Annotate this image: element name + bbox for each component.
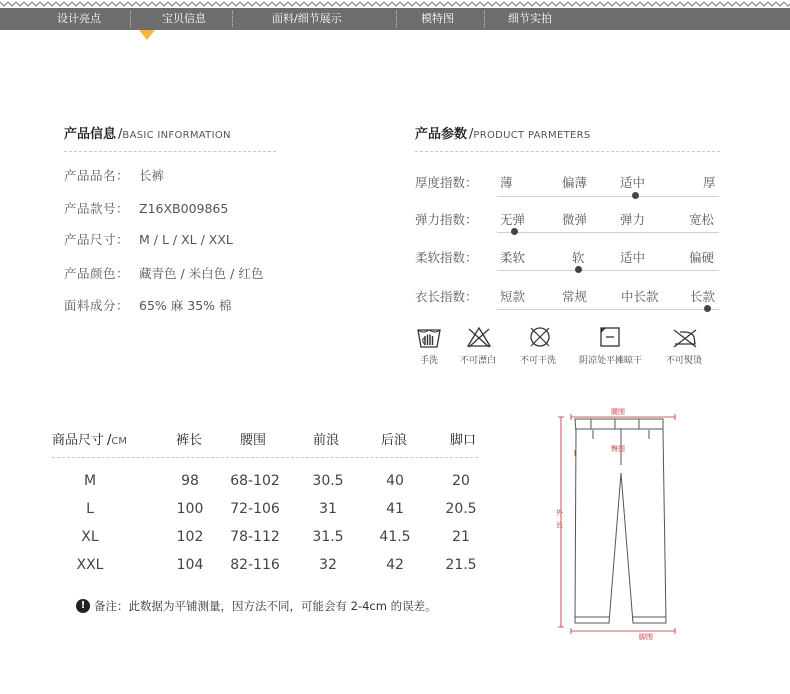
param-option: 适中 [620, 250, 646, 265]
measurement-note: 备注：此数据为平铺测量，因方法不同，可能会有 2-4cm 的误差。 [94, 599, 437, 613]
param-option: 中长款 [621, 289, 659, 304]
table-cell: 42 [386, 557, 404, 573]
info-row-style-number: 产品款号： Z16XB009865 [64, 201, 229, 216]
table-cell: 40 [386, 473, 404, 489]
info-row-name: 产品品名： 长裤 [64, 168, 165, 183]
hip-label: 臀围 [611, 445, 625, 453]
param-option: 柔软 [500, 250, 526, 265]
active-tab-marker [139, 30, 155, 40]
table-cell: 21.5 [445, 557, 477, 573]
size-cell: XL [81, 529, 99, 545]
nav-separator [396, 11, 397, 27]
care-label: 手洗 [420, 356, 439, 366]
nav-item-fabric[interactable]: 面料/细节展示 [272, 12, 342, 25]
no-dry-clean-icon [527, 325, 553, 349]
info-row-colors: 产品颜色： 藏青色 / 米白色 / 红色 [64, 266, 264, 281]
param-scale-line [497, 196, 719, 197]
table-cell: 72-106 [230, 501, 280, 517]
hem-label: 脚围 [639, 633, 653, 641]
care-label: 阴凉处平摊晾干 [579, 356, 643, 366]
param-option: 适中 [620, 175, 646, 190]
param-option: 软 [572, 250, 585, 265]
params-section-title: 产品参数 /PRODUCT PARMETERS [415, 127, 591, 142]
table-cell: 20 [452, 473, 470, 489]
nav-item-model[interactable]: 模特图 [421, 12, 454, 25]
param-indicator-dot [575, 266, 582, 273]
param-option: 薄 [500, 175, 513, 190]
nav-separator [130, 11, 131, 27]
param-label-thickness: 厚度指数： [415, 175, 478, 190]
table-cell: 98 [181, 473, 199, 489]
column-header: 脚口 [450, 433, 477, 448]
param-label-softness: 柔软指数： [415, 250, 478, 265]
size-cell: XXL [76, 557, 104, 573]
length-label-bottom: 长 [556, 521, 563, 529]
param-option: 长款 [690, 289, 716, 304]
param-scale-line [497, 270, 719, 271]
table-cell: 32 [319, 557, 337, 573]
table-cell: 20.5 [445, 501, 477, 517]
size-cell: L [86, 501, 94, 517]
no-iron-icon [672, 325, 698, 349]
nav-separator [484, 11, 485, 27]
param-option: 无弹 [500, 212, 526, 227]
size-table-divider [52, 457, 478, 458]
column-header: 前浪 [313, 433, 340, 448]
warning-icon: ! [76, 599, 90, 613]
param-option: 常规 [562, 289, 588, 304]
param-option: 微弹 [562, 212, 588, 227]
care-label: 不可干洗 [520, 356, 557, 366]
param-scale-line [497, 232, 719, 233]
param-option: 偏薄 [562, 175, 588, 190]
care-label: 不可熨烫 [666, 356, 703, 366]
table-cell: 102 [176, 529, 204, 545]
waist-label: 腰围 [611, 408, 625, 416]
table-cell: 31 [319, 501, 337, 517]
info-divider [64, 151, 276, 152]
hand-wash-icon [416, 325, 442, 349]
info-section-title: 产品信息 /BASIC INFORMATION [64, 127, 231, 142]
size-cell: M [83, 473, 97, 489]
table-cell: 100 [176, 501, 204, 517]
table-cell: 30.5 [312, 473, 344, 489]
param-indicator-dot [632, 192, 639, 199]
nav-bar [0, 8, 790, 30]
param-scale-line [497, 309, 719, 310]
table-cell: 21 [452, 529, 470, 545]
table-cell: 82-116 [230, 557, 280, 573]
nav-separator [232, 11, 233, 27]
nav-item-design[interactable]: 设计亮点 [57, 12, 101, 25]
nav-item-details[interactable]: 细节实拍 [508, 12, 552, 25]
info-row-fabric: 面料成分： 65% 麻 35% 棉 [64, 298, 232, 313]
size-table-header-label: 商品尺寸 /CM [52, 433, 128, 448]
table-cell: 41 [386, 501, 404, 517]
nav-zigzag-border [0, 0, 790, 8]
param-option: 弹力 [620, 212, 646, 227]
no-bleach-icon [466, 325, 492, 349]
param-option: 厚 [703, 175, 716, 190]
pants-measurement-diagram [553, 403, 688, 643]
table-cell: 41.5 [379, 529, 411, 545]
table-cell: 104 [176, 557, 204, 573]
param-option: 宽松 [689, 212, 715, 227]
column-header: 后浪 [381, 433, 408, 448]
top-nav [0, 0, 790, 40]
length-label-top: 外 [556, 509, 563, 517]
table-cell: 68-102 [230, 473, 280, 489]
column-header: 腰围 [240, 433, 267, 448]
param-indicator-dot [511, 228, 518, 235]
param-indicator-dot [704, 305, 711, 312]
param-option: 偏硬 [689, 250, 715, 265]
param-label-length: 衣长指数： [415, 289, 478, 304]
table-cell: 31.5 [312, 529, 344, 545]
param-option: 短款 [500, 289, 526, 304]
shade-dry-icon [597, 325, 623, 349]
params-divider [415, 151, 720, 152]
table-cell: 78-112 [230, 529, 280, 545]
column-header: 裤长 [176, 433, 203, 448]
param-label-elasticity: 弹力指数： [415, 212, 478, 227]
care-label: 不可漂白 [460, 356, 497, 366]
info-row-sizes: 产品尺寸： M / L / XL / XXL [64, 232, 233, 247]
nav-item-product-info[interactable]: 宝贝信息 [162, 12, 206, 25]
